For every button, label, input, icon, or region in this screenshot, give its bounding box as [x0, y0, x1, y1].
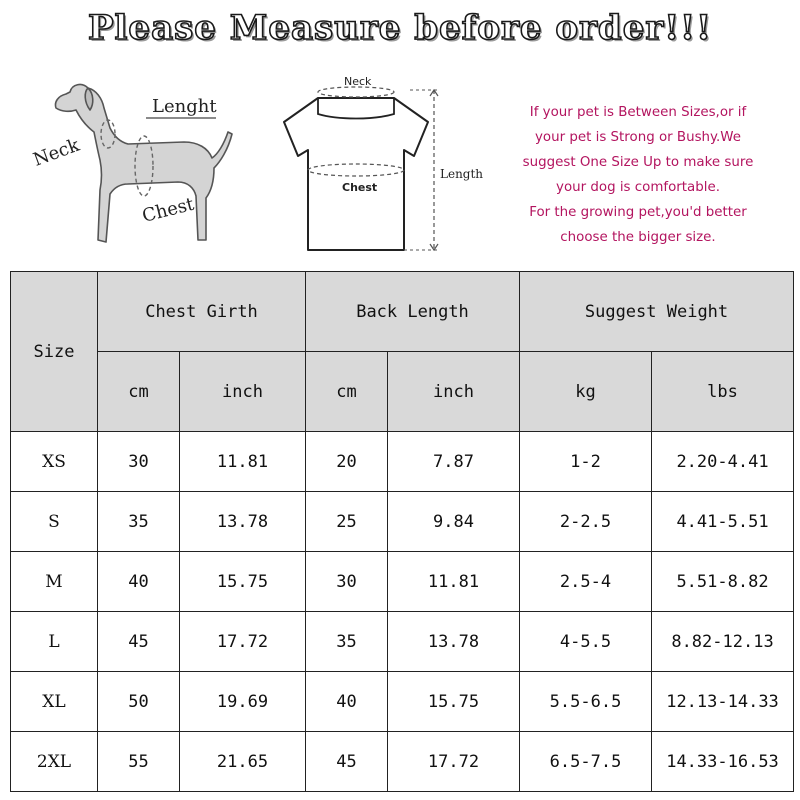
table-cell: 13.78 — [388, 612, 520, 672]
table-cell: 11.81 — [388, 552, 520, 612]
advice-line: choose the bigger size. — [560, 230, 716, 245]
advice-line: your pet is Strong or Bushy.We — [534, 130, 742, 145]
shirt-measurement-illustration — [278, 70, 488, 260]
unit-header: cm — [98, 352, 180, 432]
table-cell: 45 — [306, 732, 388, 792]
unit-header: inch — [180, 352, 306, 432]
unit-header: cm — [306, 352, 388, 432]
table-cell: 21.65 — [180, 732, 306, 792]
table-cell: 5.51-8.82 — [652, 552, 794, 612]
dog-measurement-illustration — [28, 70, 248, 260]
unit-header: lbs — [652, 352, 794, 432]
size-header: Size — [11, 272, 98, 432]
table-cell: 30 — [98, 432, 180, 492]
advice-line: For the growing pet,you'd better — [529, 205, 747, 220]
size-cell: M — [11, 552, 98, 612]
table-row — [11, 492, 794, 552]
table-cell: 55 — [98, 732, 180, 792]
table-row — [11, 672, 794, 732]
table-cell: 4.41-5.51 — [652, 492, 794, 552]
table-cell: 6.5-7.5 — [520, 732, 652, 792]
size-chart-table — [10, 271, 794, 792]
table-cell: 20 — [306, 432, 388, 492]
table-cell: 12.13-14.33 — [652, 672, 794, 732]
table-cell: 25 — [306, 492, 388, 552]
table-cell: 15.75 — [180, 552, 306, 612]
table-cell: 2.20-4.41 — [652, 432, 794, 492]
advice-line: If your pet is Between Sizes,or if — [529, 105, 747, 120]
table-cell: 40 — [98, 552, 180, 612]
table-cell: 9.84 — [388, 492, 520, 552]
table-cell: 15.75 — [388, 672, 520, 732]
size-cell: XS — [11, 432, 98, 492]
advice-line: suggest One Size Up to make sure — [522, 155, 754, 170]
table-cell: 35 — [306, 612, 388, 672]
size-cell: 2XL — [11, 732, 98, 792]
table-cell: 35 — [98, 492, 180, 552]
table-cell: 19.69 — [180, 672, 306, 732]
table-cell: 5.5-6.5 — [520, 672, 652, 732]
unit-header: inch — [388, 352, 520, 432]
table-cell: 40 — [306, 672, 388, 732]
shirt-length-label: Length — [440, 167, 484, 181]
dog-neck-label: Neck — [30, 134, 83, 171]
size-cell: L — [11, 612, 98, 672]
size-cell: S — [11, 492, 98, 552]
shirt-chest-label: Chest — [342, 181, 378, 194]
page-title: Please Measure before order!!! — [87, 8, 713, 48]
table-cell: 11.81 — [180, 432, 306, 492]
table-cell: 14.33-16.53 — [652, 732, 794, 792]
table-cell: 50 — [98, 672, 180, 732]
table-cell: 45 — [98, 612, 180, 672]
unit-header: kg — [520, 352, 652, 432]
dog-chest-label: Chest — [140, 193, 197, 227]
group-header-back-length: Back Length — [306, 272, 520, 352]
group-header-suggest-weight: Suggest Weight — [520, 272, 794, 352]
sizing-advice — [488, 100, 788, 250]
table-cell: 13.78 — [180, 492, 306, 552]
shirt-neck-label: Neck — [344, 75, 372, 88]
table-cell: 7.87 — [388, 432, 520, 492]
group-header-chest-girth: Chest Girth — [98, 272, 306, 352]
table-cell: 4-5.5 — [520, 612, 652, 672]
table-cell: 30 — [306, 552, 388, 612]
table-cell: 8.82-12.13 — [652, 612, 794, 672]
table-cell: 2.5-4 — [520, 552, 652, 612]
table-row — [11, 612, 794, 672]
table-row — [11, 732, 794, 792]
table-cell: 17.72 — [388, 732, 520, 792]
dog-length-label: Lenght — [152, 96, 217, 117]
advice-line: your dog is comfortable. — [556, 180, 720, 195]
table-cell: 17.72 — [180, 612, 306, 672]
table-cell: 2-2.5 — [520, 492, 652, 552]
table-cell: 1-2 — [520, 432, 652, 492]
table-row — [11, 432, 794, 492]
table-row — [11, 552, 794, 612]
size-cell: XL — [11, 672, 98, 732]
